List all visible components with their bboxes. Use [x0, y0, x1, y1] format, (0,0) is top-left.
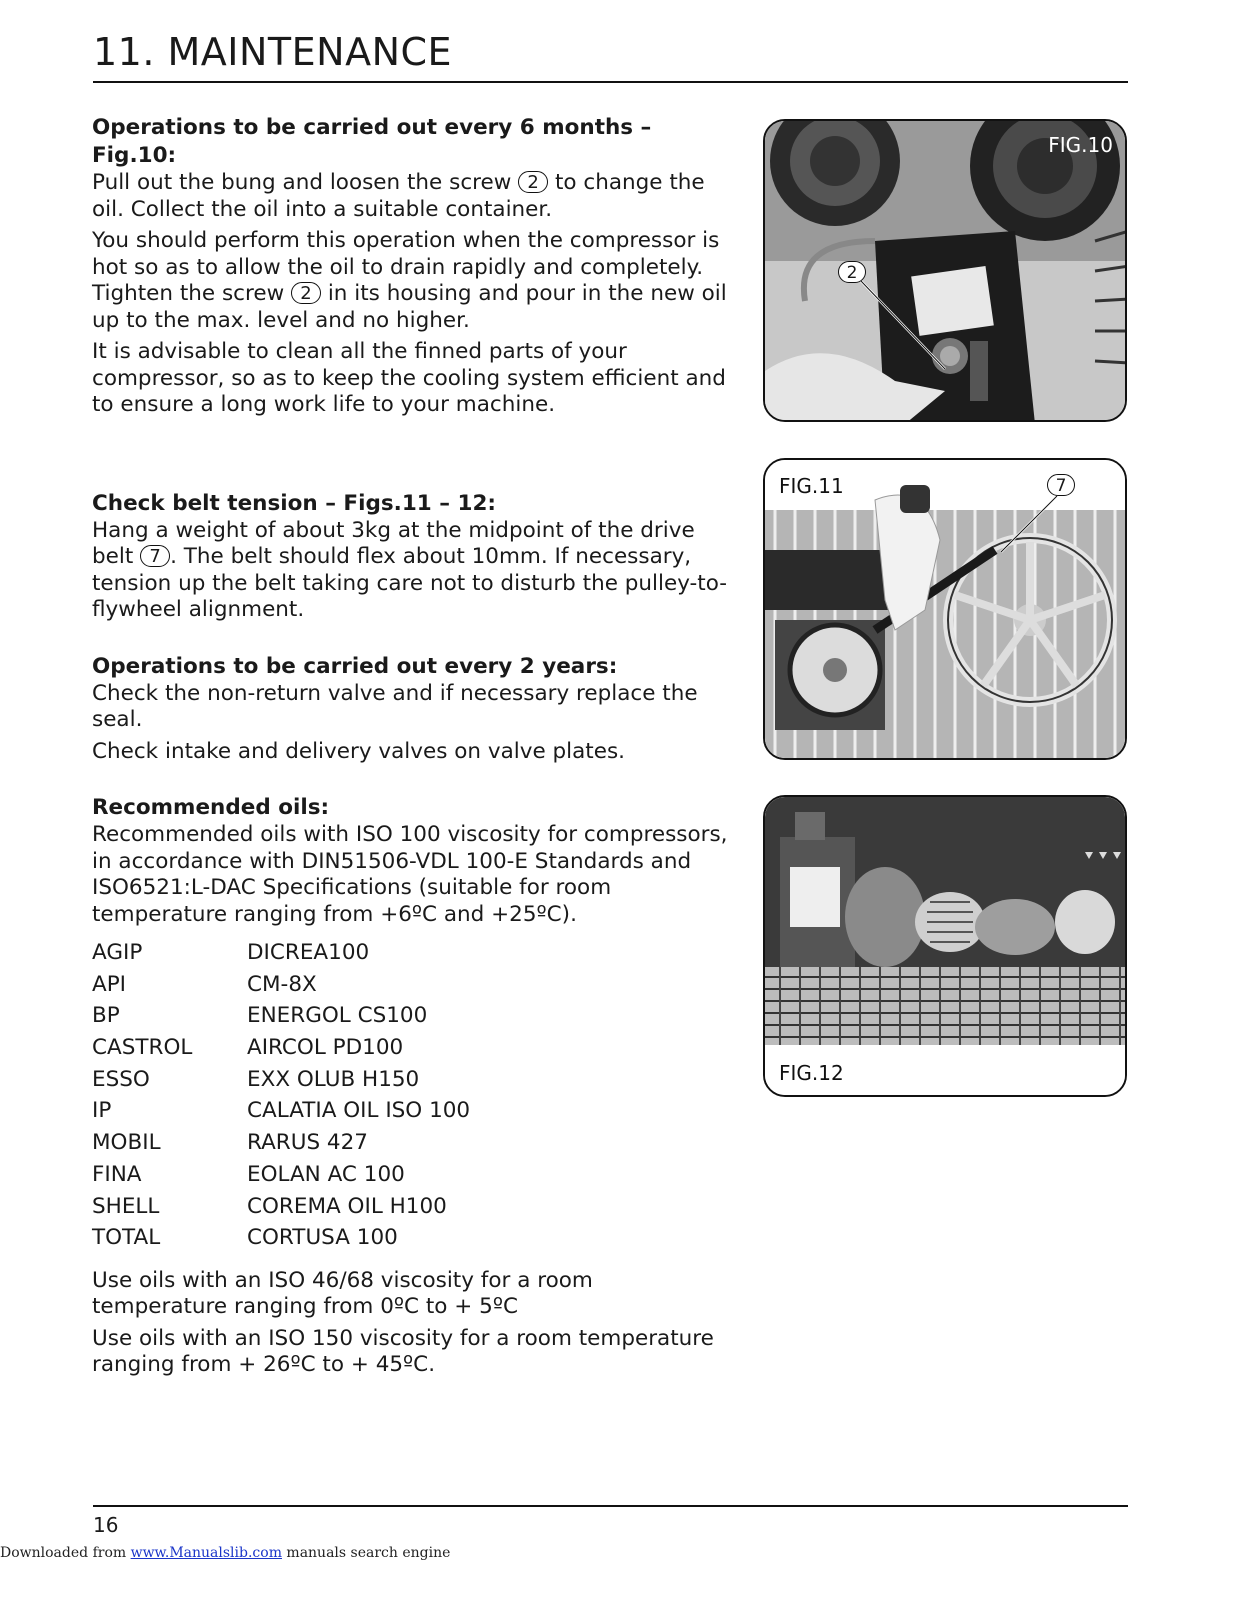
oil-row — [92, 1032, 732, 1064]
fig10-photo — [765, 121, 1127, 422]
paragraph-hot-compressor: You should perform this operation when the compressor is hot so as to allow the oil to drain rapidly and completely. Tighten the screw 2 in its housing and pour in the new oil up to the max. level and no higher. — [92, 228, 727, 333]
footer-suffix: manuals search engine — [281, 1545, 451, 1561]
oil-row — [92, 969, 732, 1001]
heading-2-years: Operations to be carried out every 2 years: — [92, 653, 618, 679]
callout-2: 2 — [291, 282, 321, 304]
heading-6-months: Operations to be carried out every 6 months – Fig.10: — [92, 115, 652, 168]
oil-row — [92, 1222, 732, 1254]
oils-table — [92, 937, 732, 1254]
paragraph-iso-46-68: Use oils with an ISO 46/68 viscosity for a room temperature ranging from 0ºC to + 5ºC — [92, 1267, 593, 1320]
footer-prefix: Downloaded from — [0, 1545, 131, 1561]
oil-row — [92, 1064, 732, 1096]
callout-2: 2 — [518, 171, 548, 193]
oil-product: CALATIA OIL ISO 100 — [247, 1098, 471, 1124]
oil-brand: ESSO — [92, 1066, 150, 1092]
manualslib-link[interactable]: www.Manualslib.com — [130, 1545, 282, 1561]
paragraph-non-return-valve: Check the non-return valve and if necessary replace the seal. — [92, 680, 698, 732]
oil-row — [92, 1159, 732, 1191]
callout-7: 7 — [140, 545, 170, 567]
paragraph-iso-150: Use oils with an ISO 150 viscosity for a room temperature ranging from + 26ºC to + 45ºC. — [92, 1325, 714, 1378]
oil-brand: IP — [92, 1098, 112, 1124]
oil-row — [92, 1191, 732, 1223]
oil-row — [92, 1095, 732, 1127]
oil-brand: BP — [92, 1003, 120, 1029]
paragraph-intake-valves: Check intake and delivery valves on valve plates. — [92, 738, 625, 764]
fig11-callout-7: 7 — [1047, 474, 1075, 496]
fig12-label: FIG.12 — [779, 1061, 844, 1085]
oil-product: DICREA100 — [247, 940, 370, 965]
fig10-label: FIG.10 — [1048, 133, 1113, 157]
header-rule — [93, 81, 1128, 83]
figure-10 — [763, 119, 1127, 422]
fig10-callout-2: 2 — [838, 261, 866, 283]
fig12-photo — [765, 797, 1127, 1097]
paragraph-oils-intro: Recommended oils with ISO 100 viscosity for compressors, in accordance with DIN51506-VDL 100-E Standards and ISO6521:L-DAC Specifications (suitable for room temperature ranging from +6ºC and +25ºC). — [92, 822, 728, 927]
oil-brand: AGIP — [92, 940, 143, 965]
oil-product: RARUS 427 — [247, 1130, 368, 1156]
footer-rule — [93, 1505, 1128, 1507]
paragraph-change-oil: Pull out the bung and loosen the screw 2 to change the oil. Collect the oil into a suitable container. — [92, 170, 705, 222]
paragraph-clean-fins: It is advisable to clean all the finned parts of your compressor, so as to keep the cooling system efficient and to ensure a long work life to your machine. — [92, 339, 726, 417]
page-title: 11. MAINTENANCE — [93, 30, 453, 74]
oil-row — [92, 937, 732, 969]
figure-12 — [763, 795, 1127, 1097]
oil-product: CORTUSA 100 — [247, 1225, 398, 1251]
page-number: 16 — [93, 1513, 119, 1537]
heading-belt-tension: Check belt tension – Figs.11 – 12: — [92, 490, 496, 516]
fig11-label: FIG.11 — [779, 474, 848, 498]
heading-recommended-oils: Recommended oils: — [92, 795, 330, 820]
text-column — [92, 114, 732, 1384]
oil-brand: CASTROL — [92, 1035, 193, 1061]
fig11-photo — [765, 460, 1127, 760]
oil-brand: TOTAL — [92, 1225, 161, 1251]
oil-product: ENERGOL CS100 — [247, 1003, 428, 1029]
oil-product: EOLAN AC 100 — [247, 1161, 405, 1187]
figure-11 — [763, 458, 1127, 760]
oil-brand: FINA — [92, 1161, 142, 1187]
paragraph-belt: Hang a weight of about 3kg at the midpoint of the drive belt 7 . The belt should flex about 10mm. If necessary, tension up the belt taking care not to disturb the pulley-to-flywheel alignment. — [92, 517, 728, 622]
oil-product: COREMA OIL H100 — [247, 1193, 447, 1219]
oil-brand: MOBIL — [92, 1130, 161, 1156]
oil-product: AIRCOL PD100 — [247, 1035, 404, 1061]
oil-brand: SHELL — [92, 1193, 160, 1219]
oil-brand: API — [92, 971, 127, 997]
oil-row — [92, 1000, 732, 1032]
oil-product: EXX OLUB H150 — [247, 1066, 420, 1092]
download-footer — [0, 1545, 450, 1561]
oil-row — [92, 1127, 732, 1159]
oil-product: CM-8X — [247, 971, 317, 997]
